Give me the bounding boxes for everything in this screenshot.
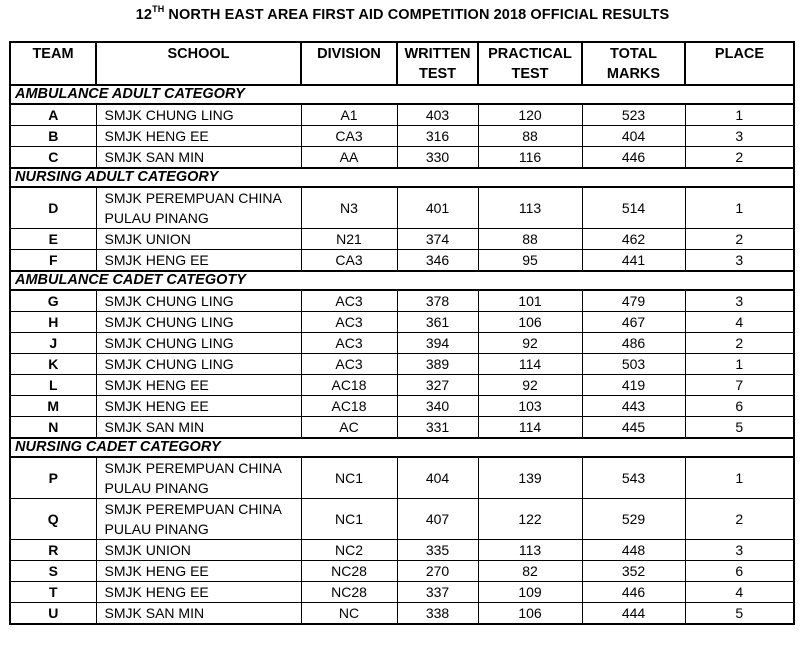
total-marks-cell: 486 xyxy=(582,333,685,354)
written-test-cell: 361 xyxy=(397,312,478,333)
team-cell: F xyxy=(10,250,96,272)
table-row xyxy=(10,561,794,582)
place-cell: 2 xyxy=(685,229,794,250)
place-cell: 6 xyxy=(685,561,794,582)
category-row xyxy=(10,85,794,104)
team-cell: P xyxy=(10,457,96,499)
division-cell: AC3 xyxy=(301,333,397,354)
school-name-line1: SMJK HENG EE xyxy=(104,398,209,414)
school-cell xyxy=(96,147,301,169)
school-cell xyxy=(96,375,301,396)
practical-test-cell: 106 xyxy=(478,603,582,625)
place-cell: 1 xyxy=(685,187,794,229)
total-marks-cell: 479 xyxy=(582,290,685,312)
practical-test-cell: 92 xyxy=(478,375,582,396)
division-cell: AA xyxy=(301,147,397,169)
title-superscript: TH xyxy=(152,4,165,14)
school-name-line1: SMJK SAN MIN xyxy=(104,605,205,621)
total-marks-cell: 441 xyxy=(582,250,685,272)
school-cell xyxy=(96,603,301,625)
division-cell: NC1 xyxy=(301,457,397,499)
total-marks-cell: 514 xyxy=(582,187,685,229)
practical-test-cell: 113 xyxy=(478,187,582,229)
division-cell: NC28 xyxy=(301,561,397,582)
category-label: AMBULANCE CADET CATEGOTY xyxy=(10,271,794,290)
total-marks-cell: 443 xyxy=(582,396,685,417)
practical-test-cell: 92 xyxy=(478,333,582,354)
team-cell: L xyxy=(10,375,96,396)
header-total-marks: TOTAL MARKS xyxy=(582,42,685,85)
place-cell: 1 xyxy=(685,457,794,499)
place-cell: 3 xyxy=(685,540,794,561)
team-cell: E xyxy=(10,229,96,250)
team-cell: Q xyxy=(10,499,96,540)
school-name-line1: SMJK HENG EE xyxy=(104,584,209,600)
school-cell xyxy=(96,104,301,126)
school-name-line1: SMJK CHUNG LING xyxy=(104,356,234,372)
written-test-cell: 404 xyxy=(397,457,478,499)
school-name-line1: SMJK HENG EE xyxy=(104,252,209,268)
written-test-cell: 335 xyxy=(397,540,478,561)
total-marks-cell: 445 xyxy=(582,417,685,439)
school-cell xyxy=(96,250,301,272)
place-cell: 3 xyxy=(685,290,794,312)
school-name-line1: SMJK HENG EE xyxy=(104,128,209,144)
written-test-cell: 394 xyxy=(397,333,478,354)
table-row xyxy=(10,396,794,417)
total-marks-cell: 404 xyxy=(582,126,685,147)
school-cell xyxy=(96,354,301,375)
school-cell xyxy=(96,187,301,229)
table-row xyxy=(10,229,794,250)
total-marks-cell: 419 xyxy=(582,375,685,396)
team-cell: G xyxy=(10,290,96,312)
written-test-cell: 401 xyxy=(397,187,478,229)
school-name-line1: SMJK UNION xyxy=(104,542,191,558)
division-cell: AC18 xyxy=(301,375,397,396)
practical-test-cell: 106 xyxy=(478,312,582,333)
place-cell: 3 xyxy=(685,250,794,272)
results-body xyxy=(10,85,794,624)
table-row xyxy=(10,603,794,625)
team-cell: N xyxy=(10,417,96,439)
school-cell xyxy=(96,396,301,417)
team-cell: K xyxy=(10,354,96,375)
practical-test-cell: 109 xyxy=(478,582,582,603)
practical-test-cell: 101 xyxy=(478,290,582,312)
written-test-cell: 327 xyxy=(397,375,478,396)
table-row xyxy=(10,540,794,561)
team-cell: A xyxy=(10,104,96,126)
written-test-cell: 346 xyxy=(397,250,478,272)
written-test-cell: 407 xyxy=(397,499,478,540)
table-row xyxy=(10,126,794,147)
written-test-cell: 337 xyxy=(397,582,478,603)
school-cell xyxy=(96,312,301,333)
school-name-line1: SMJK PEREMPUAN CHINA xyxy=(104,460,282,476)
header-division: DIVISION xyxy=(301,42,397,85)
table-row xyxy=(10,499,794,540)
place-cell: 4 xyxy=(685,312,794,333)
place-cell: 5 xyxy=(685,603,794,625)
written-test-cell: 340 xyxy=(397,396,478,417)
category-row xyxy=(10,168,794,187)
division-cell: AC3 xyxy=(301,354,397,375)
school-cell xyxy=(96,333,301,354)
category-row xyxy=(10,438,794,457)
school-cell xyxy=(96,561,301,582)
division-cell: NC28 xyxy=(301,582,397,603)
place-cell: 4 xyxy=(685,582,794,603)
division-cell: NC1 xyxy=(301,499,397,540)
practical-test-cell: 122 xyxy=(478,499,582,540)
table-row xyxy=(10,147,794,169)
written-test-cell: 270 xyxy=(397,561,478,582)
total-marks-cell: 543 xyxy=(582,457,685,499)
school-name-line1: SMJK CHUNG LING xyxy=(104,107,234,123)
school-cell xyxy=(96,499,301,540)
practical-test-cell: 116 xyxy=(478,147,582,169)
total-marks-cell: 529 xyxy=(582,499,685,540)
table-row xyxy=(10,187,794,229)
place-cell: 5 xyxy=(685,417,794,439)
written-test-cell: 374 xyxy=(397,229,478,250)
total-marks-cell: 444 xyxy=(582,603,685,625)
division-cell: AC3 xyxy=(301,290,397,312)
school-cell xyxy=(96,582,301,603)
place-cell: 6 xyxy=(685,396,794,417)
school-name-line1: SMJK PEREMPUAN CHINA xyxy=(104,501,282,517)
place-cell: 1 xyxy=(685,354,794,375)
team-cell: J xyxy=(10,333,96,354)
practical-test-cell: 114 xyxy=(478,354,582,375)
table-row xyxy=(10,375,794,396)
team-cell: R xyxy=(10,540,96,561)
total-marks-cell: 448 xyxy=(582,540,685,561)
school-name-line2: PULAU PINANG xyxy=(104,521,209,537)
school-name-line2: PULAU PINANG xyxy=(104,480,209,496)
total-marks-cell: 462 xyxy=(582,229,685,250)
written-test-cell: 378 xyxy=(397,290,478,312)
total-marks-cell: 352 xyxy=(582,561,685,582)
division-cell: A1 xyxy=(301,104,397,126)
school-cell xyxy=(96,126,301,147)
title-prefix: 12 xyxy=(135,6,153,23)
place-cell: 2 xyxy=(685,499,794,540)
division-cell: N3 xyxy=(301,187,397,229)
title-main: NORTH EAST AREA FIRST AID COMPETITION 2018 OFFICIAL RESULTS xyxy=(164,6,670,23)
header-place: PLACE xyxy=(685,42,794,85)
table-row xyxy=(10,354,794,375)
category-row xyxy=(10,271,794,290)
practical-test-cell: 95 xyxy=(478,250,582,272)
table-row xyxy=(10,312,794,333)
team-cell: B xyxy=(10,126,96,147)
place-cell: 3 xyxy=(685,126,794,147)
practical-test-cell: 103 xyxy=(478,396,582,417)
table-row xyxy=(10,457,794,499)
school-name-line1: SMJK PEREMPUAN CHINA xyxy=(104,190,282,206)
team-cell: U xyxy=(10,603,96,625)
division-cell: N21 xyxy=(301,229,397,250)
division-cell: AC xyxy=(301,417,397,439)
written-test-cell: 330 xyxy=(397,147,478,169)
school-cell xyxy=(96,457,301,499)
division-cell: AC3 xyxy=(301,312,397,333)
team-cell: H xyxy=(10,312,96,333)
school-name-line2: PULAU PINANG xyxy=(104,210,209,226)
header-school: SCHOOL xyxy=(96,42,301,85)
division-cell: NC xyxy=(301,603,397,625)
school-name-line1: SMJK SAN MIN xyxy=(104,419,205,435)
total-marks-cell: 503 xyxy=(582,354,685,375)
division-cell: NC2 xyxy=(301,540,397,561)
total-marks-cell: 446 xyxy=(582,147,685,169)
category-label: NURSING ADULT CATEGORY xyxy=(10,168,794,187)
place-cell: 2 xyxy=(685,333,794,354)
written-test-cell: 331 xyxy=(397,417,478,439)
team-cell: C xyxy=(10,147,96,169)
written-test-cell: 338 xyxy=(397,603,478,625)
school-cell xyxy=(96,229,301,250)
practical-test-cell: 88 xyxy=(478,126,582,147)
team-cell: M xyxy=(10,396,96,417)
school-cell xyxy=(96,540,301,561)
table-row xyxy=(10,333,794,354)
division-cell: AC18 xyxy=(301,396,397,417)
header-team: TEAM xyxy=(10,42,96,85)
team-cell: T xyxy=(10,582,96,603)
school-cell xyxy=(96,417,301,439)
total-marks-cell: 446 xyxy=(582,582,685,603)
practical-test-cell: 139 xyxy=(478,457,582,499)
practical-test-cell: 120 xyxy=(478,104,582,126)
school-cell xyxy=(96,290,301,312)
table-row xyxy=(10,582,794,603)
category-label: AMBULANCE ADULT CATEGORY xyxy=(10,85,794,104)
written-test-cell: 316 xyxy=(397,126,478,147)
team-cell: S xyxy=(10,561,96,582)
place-cell: 2 xyxy=(685,147,794,169)
header-row xyxy=(10,42,794,85)
total-marks-cell: 523 xyxy=(582,104,685,126)
school-name-line1: SMJK HENG EE xyxy=(104,377,209,393)
school-name-line1: SMJK CHUNG LING xyxy=(104,293,234,309)
table-row xyxy=(10,104,794,126)
page-title xyxy=(0,5,805,23)
written-test-cell: 403 xyxy=(397,104,478,126)
practical-test-cell: 88 xyxy=(478,229,582,250)
school-name-line1: SMJK CHUNG LING xyxy=(104,314,234,330)
team-cell: D xyxy=(10,187,96,229)
results-table xyxy=(9,41,795,625)
header-written-test: WRITTEN TEST xyxy=(397,42,478,85)
school-name-line1: SMJK HENG EE xyxy=(104,563,209,579)
practical-test-cell: 114 xyxy=(478,417,582,439)
category-label: NURSING CADET CATEGORY xyxy=(10,438,794,457)
division-cell: CA3 xyxy=(301,126,397,147)
school-name-line1: SMJK UNION xyxy=(104,231,191,247)
table-row xyxy=(10,290,794,312)
written-test-cell: 389 xyxy=(397,354,478,375)
header-practical-test: PRACTICAL TEST xyxy=(478,42,582,85)
school-name-line1: SMJK CHUNG LING xyxy=(104,335,234,351)
practical-test-cell: 82 xyxy=(478,561,582,582)
place-cell: 7 xyxy=(685,375,794,396)
table-row xyxy=(10,417,794,439)
school-name-line1: SMJK SAN MIN xyxy=(104,149,205,165)
division-cell: CA3 xyxy=(301,250,397,272)
total-marks-cell: 467 xyxy=(582,312,685,333)
table-row xyxy=(10,250,794,272)
place-cell: 1 xyxy=(685,104,794,126)
practical-test-cell: 113 xyxy=(478,540,582,561)
